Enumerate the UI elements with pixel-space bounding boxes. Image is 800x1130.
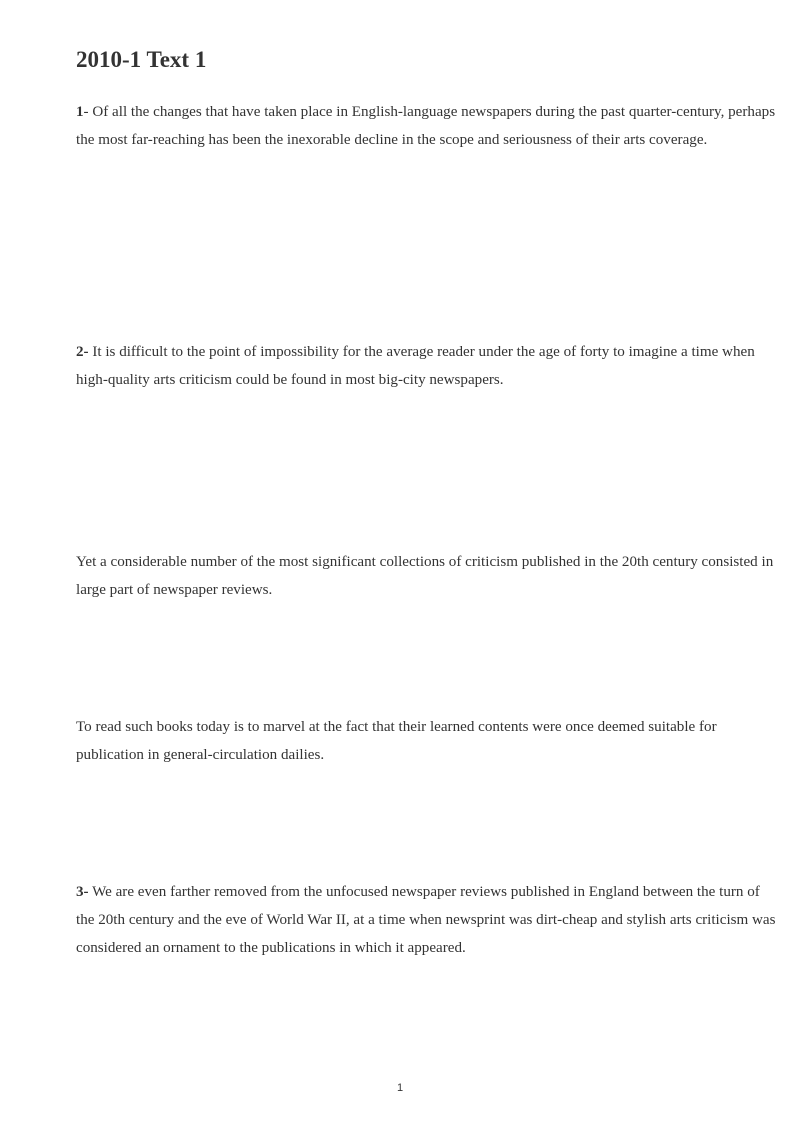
paragraph-separator: - (83, 104, 93, 120)
paragraph-text: Yet a considerable number of the most significant collections of criticism published in the 20th century consisted in large part of newspaper reviews. (76, 554, 774, 598)
paragraph-number: 1 (76, 104, 84, 120)
paragraph-text: We are even farther removed from the unfocused newspaper reviews published in England between the turn of the 20th century and the eve of World War II, at a time when newsprint was dirt-cheap and stylish arts criticism was considered an ornament to the publications in which it appeared. (76, 884, 776, 956)
paragraph-5 (76, 878, 776, 962)
paragraph-2 (76, 338, 776, 394)
paragraph-text: Of all the changes that have taken place in English-language newspapers during the past quarter-century, perhaps the most far-reaching has been the inexorable decline in the scope and seriousness of their arts coverage. (76, 104, 776, 148)
paragraph-text: To read such books today is to marvel at the fact that their learned contents were once deemed suitable for publication in general-circulation dailies. (76, 719, 717, 763)
paragraph-3 (76, 548, 776, 604)
paragraph-text: It is difficult to the point of impossibility for the average reader under the age of forty to imagine a time when high-quality arts criticism could be found in most big-city newspapers. (76, 344, 755, 388)
paragraph-number: 3- (76, 884, 89, 900)
paragraph-1 (76, 98, 776, 154)
page-number: 1 (396, 1082, 404, 1094)
document-title: 2010-1 Text 1 (76, 47, 207, 72)
paragraph-number: 2- (76, 344, 89, 360)
paragraph-4 (76, 713, 776, 769)
